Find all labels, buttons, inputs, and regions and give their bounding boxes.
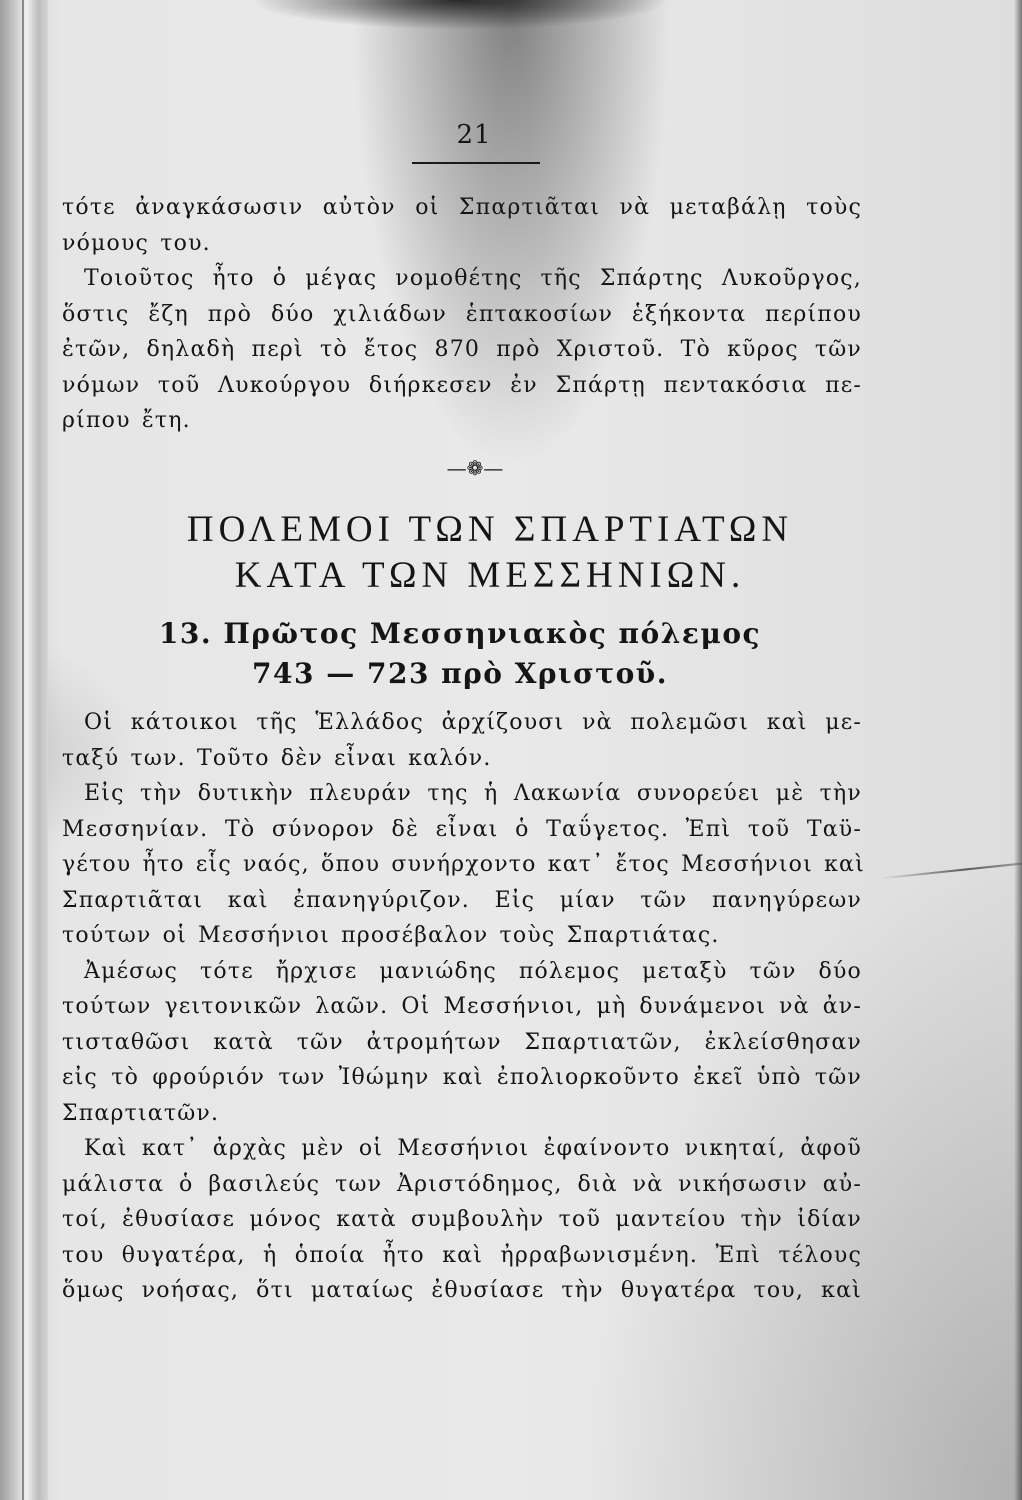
- text-line: μάλιστα ὁ βασιλεύς των Ἀριστόδημος, διὰ νὰ νικήσωσιν αὐ-: [62, 1171, 862, 1197]
- text-line: Σπαρτιᾶται καὶ ἐπανηγύριζον. Εἰς μίαν τῶν πανηγύρεων: [62, 887, 862, 913]
- text-line: τότε ἀναγκάσωσιν αὐτὸν οἱ Σπαρτιᾶται νὰ μεταβάλῃ τοὺς: [62, 195, 862, 220]
- text-line: Καὶ κατ᾽ ἀρχὰς μὲν οἱ Μεσσήνιοι ἐφαίνοντο νικηταί, ἀφοῦ: [84, 1136, 862, 1161]
- paper-crease: [880, 863, 1021, 880]
- text-line: εἰς τὸ φρούριόν των Ἰθώμην καὶ ἐπολιορκοῦντο ἐκεῖ ὑπὸ τῶν: [62, 1065, 862, 1090]
- text-line: τούτων γειτονικῶν λαῶν. Οἱ Μεσσήνιοι, μὴ δυνάμενοι νὰ ἀν-: [62, 994, 862, 1019]
- text-line: ρίπου ἔτη.: [62, 408, 191, 433]
- section-ornament: —❁—: [446, 456, 504, 480]
- text-line: νόμους του.: [62, 230, 211, 256]
- section-title-line1: ΠΟΛΕΜΟΙ ΤΩΝ ΣΠΑΡΤΙΑΤΩΝ: [186, 509, 794, 550]
- text-line: τούτων οἱ Μεσσήνιοι προσέβαλον τοὺς Σπαρτιάτας.: [62, 923, 720, 948]
- text-line: νόμων τοῦ Λυκούργου διήρκεσεν ἐν Σπάρτῃ πεντακόσια πε-: [62, 372, 862, 398]
- text-line: ὅμως νοήσας, ὅτι ματαίως ἐθυσίασε τὴν θυγατέρα του, καὶ: [62, 1278, 862, 1303]
- text-line: γέτου ἦτο εἷς ναός, ὅπου συνήρχοντο κατ᾽ ἔτος Μεσσήνιοι καὶ: [62, 852, 865, 877]
- text-line: τισταθῶσι κατὰ τῶν ἀτρομήτων Σπαρτιατῶν, ἐκλείσθησαν: [62, 1029, 862, 1055]
- paragraph-top: [62, 190, 862, 439]
- text-line: Ἀμέσως τότε ἤρχισε μανιώδης πόλεμος μεταξὺ τῶν δύο: [84, 958, 862, 984]
- text-line: Τοιοῦτος ἦτο ὁ μέγας νομοθέτης τῆς Σπάρτης Λυκοῦργος,: [84, 266, 862, 291]
- paragraph-main: [62, 705, 865, 1309]
- chapter-heading: 13. Πρῶτος Μεσσηνιακὸς πόλεμος: [158, 617, 762, 650]
- text-line: ταξύ των. Τοῦτο δὲν εἶναι καλόν.: [62, 745, 492, 771]
- text-line: Εἰς τὴν δυτικὴν πλευράν της ἡ Λακωνία συνορεύει μὲ τὴν: [84, 781, 862, 806]
- section-title-line2: ΚΑΤΑ ΤΩΝ ΜΕΣΣΗΝΙΩΝ.: [234, 555, 746, 596]
- text-line: Σπαρτιατῶν.: [62, 1100, 220, 1126]
- text-line: Οἱ κάτοικοι τῆς Ἑλλάδος ἀρχίζουσι νὰ πολεμῶσι καὶ με-: [84, 710, 862, 735]
- chapter-date-range: 743 — 723 πρὸ Χριστοῦ.: [252, 657, 668, 690]
- page-edge-shadow: [1014, 0, 1022, 1500]
- book-binding: [0, 0, 48, 1500]
- text-line: του θυγατέρα, ἡ ὁποία ἦτο καὶ ἠρραβωνισμένη. Ἐπὶ τέλους: [62, 1242, 862, 1268]
- text-line: ἐτῶν, δηλαδὴ περὶ τὸ ἔτος 870 πρὸ Χριστοῦ. Τὸ κῦρος τῶν: [62, 337, 862, 362]
- text-line: Μεσσηνίαν. Τὸ σύνορον δὲ εἶναι ὁ Ταΰγετος. Ἐπὶ τοῦ Ταϋ-: [62, 816, 862, 842]
- page-number-rule: [412, 162, 540, 164]
- text-line: τοί, ἐθυσίασε μόνος κατὰ συμβουλὴν τοῦ μαντείου τὴν ἰδίαν: [62, 1207, 862, 1232]
- page-number: 21: [456, 120, 492, 150]
- ink-smudge: [250, 0, 670, 30]
- text-line: ὅστις ἔζη πρὸ δύο χιλιάδων ἑπτακοσίων ἑξήκοντα περίπου: [62, 301, 862, 327]
